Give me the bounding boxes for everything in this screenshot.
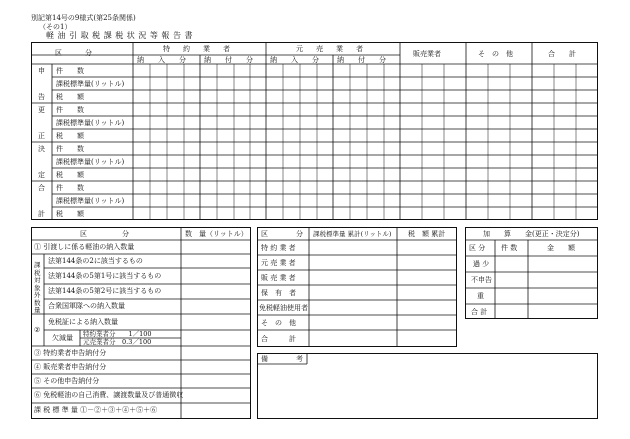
remarks-label: 備 考 [261,355,303,363]
section-goukei-2: 計 [38,210,45,218]
cum-row-label: そ の 他 [261,319,296,327]
form-part: （その1） [39,23,72,31]
cum-row-label: 合 計 [261,335,296,343]
surcharge-row-label: 合 計 [471,308,488,316]
cum-kubun-header: 区 分 [261,230,303,238]
qty-law-2: 法第144条の5第1号に該当するもの [48,272,162,280]
qty-circle-2: ② [34,326,41,334]
hanbai-header: 販売業者 [413,50,441,58]
cum-row-label: 保 有 者 [261,289,296,297]
motouri-nofu: 納 付 分 [337,56,386,64]
surcharge-row-label: 重 [477,292,484,300]
form-number: 別記第14号の9様式(第25条関係) [31,14,136,22]
goukei-header: 合 計 [548,50,576,58]
surcharge-kensu-header: 件 数 [501,244,518,252]
qty-law-1: 法第144条の2に該当するもの [48,257,143,265]
section-kousei-1: 更 [38,106,45,114]
motouri-header: 元 売 業 者 [296,45,366,53]
qty-row-4: ④ 販売業者申告納付分 [34,363,107,371]
row-label-kensu: 件 数 [56,145,84,153]
qty-row-1: ① 引渡しに係る軽油の納入数量 [34,243,135,251]
qty-tokuyaku-ratio: 特約業者分 1／100 [83,330,152,338]
row-label-tax: 税 額 [56,93,84,101]
motouri-nounyu: 納 入 分 [270,56,319,64]
page-title: 軽 油 引 取 税 課 税 状 況 等 報 告 書 [46,31,194,40]
qty-row-3: ③ 特約業者申告納付分 [34,349,107,357]
qty-kesson: 欠減量 [52,334,73,342]
row-label-kensu: 件 数 [56,184,84,192]
tokuyaku-nounyu: 納 入 分 [137,56,186,64]
section-shinkoku-2: 告 [38,93,45,101]
sonota-header: そ の 他 [478,50,513,58]
row-label-kensu: 件 数 [56,67,84,75]
row-label-kensu: 件 数 [56,106,84,114]
tokuyaku-nofu: 納 付 分 [204,56,253,64]
section-goukei-1: 合 [38,184,45,192]
surcharge-kubun-header: 区 分 [469,244,486,252]
surcharge-kingaku-header: 金 額 [547,244,575,252]
section-kettei-1: 決 [38,145,45,153]
qty-standard: 課 税 標 準 量 ①－②＋③＋④＋⑤＋⑥ [34,406,158,414]
section-shinkoku-1: 申 [38,67,45,75]
row-label-std: 課税標準量(リットル) [56,158,125,166]
qty-quantity-header: 数 量（リットル） [185,230,248,238]
row-label-tax: 税 額 [56,210,84,218]
cum-std-header: 課税標準量 累計(リットル) [313,230,392,238]
surcharge-title: 加 算 金(更正・決定分) [483,230,580,238]
row-label-std: 課税標準量(リットル) [56,197,125,205]
cum-row-label: 免税軽油使用者 [259,304,308,312]
qty-motouri-ratio: 元売業者分 0.3／100 [83,338,152,346]
row-label-tax: 税 額 [56,171,84,179]
row-label-std: 課税標準量(リットル) [56,119,125,127]
surcharge-row-label: 不申告 [471,276,492,284]
qty-menzei: 免税証による納入数量 [48,318,118,326]
qty-kubun-header: 区 分 [80,230,129,238]
qty-usarmy: 合衆国軍隊への納入数量 [48,302,125,310]
kubun-header: 区 分 [55,49,95,57]
qty-row-6: ⑥ 免税軽油の自己消費、譲渡数量及び普通徴収 [34,391,184,399]
qty-vertical-label: 課税対象外数量 [34,261,41,314]
qty-row-5: ⑤ その他申告納付分 [34,377,100,385]
cum-row-label: 販 売 業 者 [261,274,296,282]
section-kettei-2: 定 [38,171,45,179]
cum-row-label: 元 売 業 者 [261,259,296,267]
tokuyaku-header: 特 約 業 者 [163,45,233,53]
section-kousei-2: 正 [38,132,45,140]
cum-tax-header: 税 額 累計 [408,230,446,238]
qty-law-3: 法第144条の5第2号に該当するもの [48,287,162,295]
surcharge-row-label: 過 少 [473,260,490,268]
cum-row-label: 特 約 業 者 [261,244,296,252]
row-label-tax: 税 額 [56,132,84,140]
row-label-std: 課税標準量(リットル) [56,80,125,88]
